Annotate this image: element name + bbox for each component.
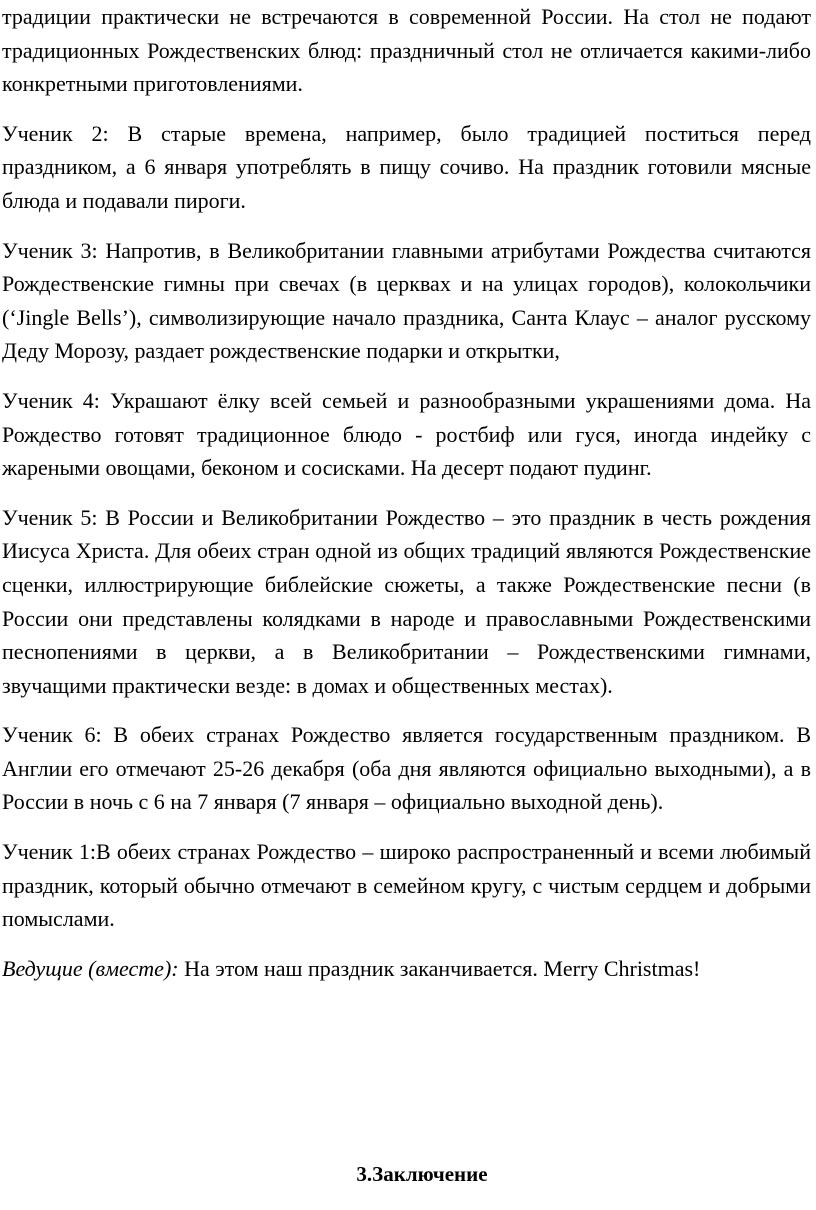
paragraph-student-4: Ученик 4: Украшают ёлку всей семьей и разнообразными украшениями дома. На Рождество готовят традиционное блюдо - ростбиф или гуся, иногда индейку с жареными овощами, беконом и сосисками. На десерт подают пудинг. <box>2 387 811 481</box>
paragraph-traditions-continued: традиции практически не встречаются в современной России. На стол не подают традиционных Рождественских блюд: праздничный стол не отличается какими-либо конкретными приготовлениями. <box>2 4 811 97</box>
paragraph-student-5: Ученик 5: В России и Великобритании Рождество – это праздник в честь рождения Иисуса Христа. Для обеих стран одной из общих традиций являются Рождественские сценки, иллюстрирующие библейские сюжеты, а также Рождественские песни (в России они представлены колядками в народе и православными Рождественскими песнопениями в церкви, а в Великобритании – Рождественскими гимнами, звучащими практически везде: в домах и общественных местах). <box>2 504 811 698</box>
paragraph-student-2: Ученик 2: В старые времена, например, было традицией поститься перед праздником, а 6 января употреблять в пищу сочиво. На праздник готовили мясные блюда и подавали пироги. <box>2 120 811 213</box>
closing-text: На этом наш праздник заканчивается. Merry Christmas! <box>178 955 701 981</box>
paragraph-student-1: Ученик 1:В обеих странах Рождество – широко распространенный и всеми любимый праздник, который обычно отмечают в семейном кругу, с чистым сердцем и добрыми помыслами. <box>2 839 811 932</box>
paragraph-student-3: Ученик 3: Напротив, в Великобритании главными атрибутами Рождества считаются Рождественские гимны при свечах (в церквах и на улицах городов), колокольчики (‘Jingle Bells’), символизирующие начало праздника, Санта Клаус – аналог русскому Деду Морозу, раздает рождественские подарки и открытки, <box>2 237 811 364</box>
paragraph-student-6: Ученик 6: В обеих странах Рождество является государственным праздником. В Англии его отмечают 25-26 декабря (оба дня являются официально выходными), а в России в ночь с 6 на 7 января (7 января – официально выходной день). <box>2 722 811 815</box>
section-heading-conclusion: 3.Заключение <box>356 1162 488 1186</box>
closing-speaker: Ведущие (вместе): <box>2 955 179 981</box>
closing-line <box>2 952 811 986</box>
